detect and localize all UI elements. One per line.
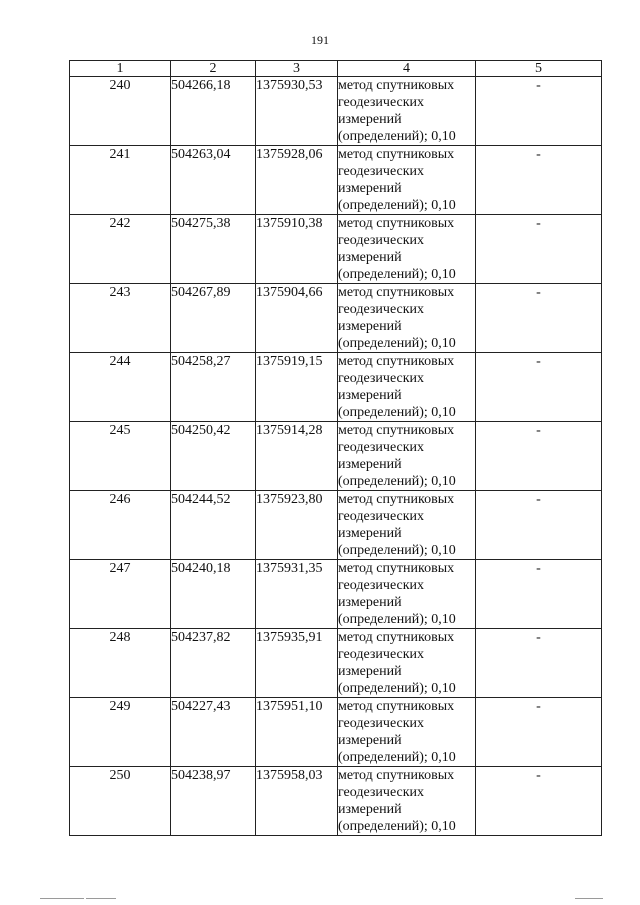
note-cell: - <box>476 284 602 353</box>
y-coordinate-cell: 1375931,35 <box>256 560 338 629</box>
method-cell: метод спутниковых геодезических измерений (определений); 0,10 <box>338 284 476 353</box>
method-cell: метод спутниковых геодезических измерений (определений); 0,10 <box>338 422 476 491</box>
y-coordinate-cell: 1375914,28 <box>256 422 338 491</box>
footer-mark <box>40 898 84 899</box>
note-cell: - <box>476 629 602 698</box>
point-number-cell: 240 <box>70 77 171 146</box>
note-cell: - <box>476 77 602 146</box>
table-row <box>70 215 602 284</box>
y-coordinate-cell: 1375904,66 <box>256 284 338 353</box>
x-coordinate-cell: 504244,52 <box>171 491 256 560</box>
method-cell: метод спутниковых геодезических измерений (определений); 0,10 <box>338 215 476 284</box>
table-row <box>70 146 602 215</box>
point-number-cell: 246 <box>70 491 171 560</box>
x-coordinate-cell: 504250,42 <box>171 422 256 491</box>
footer-mark <box>575 898 603 899</box>
point-number-cell: 249 <box>70 698 171 767</box>
y-coordinate-cell: 1375923,80 <box>256 491 338 560</box>
method-cell: метод спутниковых геодезических измерений (определений); 0,10 <box>338 146 476 215</box>
y-coordinate-cell: 1375951,10 <box>256 698 338 767</box>
table-row <box>70 77 602 146</box>
column-header: 4 <box>338 61 476 77</box>
x-coordinate-cell: 504237,82 <box>171 629 256 698</box>
column-header: 2 <box>171 61 256 77</box>
x-coordinate-cell: 504238,97 <box>171 767 256 836</box>
method-cell: метод спутниковых геодезических измерений (определений); 0,10 <box>338 767 476 836</box>
table-row <box>70 422 602 491</box>
point-number-cell: 248 <box>70 629 171 698</box>
table-row <box>70 284 602 353</box>
point-number-cell: 243 <box>70 284 171 353</box>
point-number-cell: 242 <box>70 215 171 284</box>
column-header: 1 <box>70 61 171 77</box>
y-coordinate-cell: 1375910,38 <box>256 215 338 284</box>
note-cell: - <box>476 146 602 215</box>
note-cell: - <box>476 698 602 767</box>
table-row <box>70 560 602 629</box>
point-number-cell: 250 <box>70 767 171 836</box>
table-row <box>70 629 602 698</box>
method-cell: метод спутниковых геодезических измерений (определений); 0,10 <box>338 353 476 422</box>
note-cell: - <box>476 215 602 284</box>
page-number: 191 <box>311 33 329 47</box>
method-cell: метод спутниковых геодезических измерений (определений); 0,10 <box>338 629 476 698</box>
y-coordinate-cell: 1375919,15 <box>256 353 338 422</box>
method-cell: метод спутниковых геодезических измерений (определений); 0,10 <box>338 698 476 767</box>
y-coordinate-cell: 1375928,06 <box>256 146 338 215</box>
y-coordinate-cell: 1375935,91 <box>256 629 338 698</box>
header-row <box>70 61 602 77</box>
method-cell: метод спутниковых геодезических измерений (определений); 0,10 <box>338 77 476 146</box>
x-coordinate-cell: 504240,18 <box>171 560 256 629</box>
x-coordinate-cell: 504275,38 <box>171 215 256 284</box>
point-number-cell: 245 <box>70 422 171 491</box>
x-coordinate-cell: 504266,18 <box>171 77 256 146</box>
column-header: 5 <box>476 61 602 77</box>
coordinates-table <box>69 60 602 836</box>
method-cell: метод спутниковых геодезических измерений (определений); 0,10 <box>338 560 476 629</box>
x-coordinate-cell: 504227,43 <box>171 698 256 767</box>
table-row <box>70 767 602 836</box>
y-coordinate-cell: 1375958,03 <box>256 767 338 836</box>
table-row <box>70 698 602 767</box>
table-row <box>70 353 602 422</box>
table-row <box>70 491 602 560</box>
x-coordinate-cell: 504258,27 <box>171 353 256 422</box>
x-coordinate-cell: 504267,89 <box>171 284 256 353</box>
y-coordinate-cell: 1375930,53 <box>256 77 338 146</box>
point-number-cell: 247 <box>70 560 171 629</box>
footer-mark <box>86 898 116 899</box>
point-number-cell: 241 <box>70 146 171 215</box>
note-cell: - <box>476 560 602 629</box>
column-header: 3 <box>256 61 338 77</box>
note-cell: - <box>476 491 602 560</box>
note-cell: - <box>476 767 602 836</box>
x-coordinate-cell: 504263,04 <box>171 146 256 215</box>
point-number-cell: 244 <box>70 353 171 422</box>
method-cell: метод спутниковых геодезических измерений (определений); 0,10 <box>338 491 476 560</box>
note-cell: - <box>476 353 602 422</box>
note-cell: - <box>476 422 602 491</box>
